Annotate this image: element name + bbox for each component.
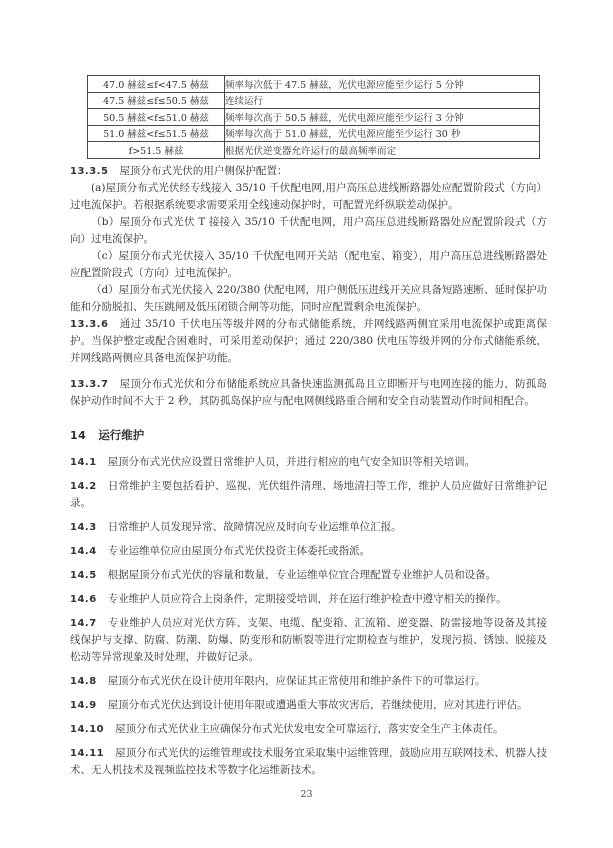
clause-14-7 bbox=[70, 615, 547, 666]
clause-number: 13.3.5 bbox=[70, 165, 109, 177]
clause-number: 13.3.7 bbox=[70, 378, 109, 390]
page-number: 23 bbox=[300, 789, 313, 800]
clause-14-2 bbox=[70, 478, 547, 512]
section-number: 14 bbox=[70, 428, 87, 442]
clause-13-3-5-item-a bbox=[70, 180, 547, 214]
requirement-cell: 频率每次高于 50.5 赫兹，光伏电源应能至少运行 3 分钟 bbox=[225, 109, 540, 126]
clause-13-3-5-item-c bbox=[70, 248, 547, 282]
frequency-range-cell: 47.0 赫兹≤f<47.5 赫兹 bbox=[88, 76, 225, 93]
table-row bbox=[88, 125, 540, 142]
clause-number: 14.2 bbox=[70, 480, 97, 492]
clause-text: 通过 35/10 千伏电压等级并网的分布式储能系统，并网线路两侧宜采用电流保护或距离保护。当保护整定或配合困难时，可采用差动保护；通过 220/380 伏电压等级并网的分布式储能系统，并网线路两侧应具备电流保护功能。 bbox=[70, 317, 547, 364]
clause-14-1 bbox=[70, 454, 547, 471]
clause-text: 日常维护人员发现异常、故障情况应及时向专业运维单位汇报。 bbox=[107, 520, 402, 533]
clause-text: （d）屋顶分布式光伏接入 220/380 伏配电网，用户侧低压进线开关应具备短路速断、延时保护功能和分励脱扣、失压跳闸及低压闭锁合闸等功能，同时应配置剩余电流保护。 bbox=[70, 283, 548, 313]
clause-text: (a)屋顶分布式光伏经专线接入 35/10 千伏配电网,用户高压总进线断路器处应配置阶段式（方向）过电流保护。若根据系统要求需要采用全线速动保护时，可配置光纤纵联差动保护。 bbox=[70, 181, 547, 211]
table-row bbox=[88, 142, 540, 159]
clause-13-3-7 bbox=[70, 376, 547, 410]
clause-text: 屋顶分布式光伏应设置日常维护人员，并进行相应的电气安全知识等相关培训。 bbox=[107, 455, 476, 468]
section-13-3-clauses bbox=[70, 163, 547, 410]
clause-14-11 bbox=[70, 745, 547, 779]
section-14-heading bbox=[70, 427, 547, 443]
clause-text: （c）屋顶分布式光伏接入 35/10 千伏配电网开关站（配电室、箱变），用户高压总进线断路器处应配置阶段式（方向）过电流保护。 bbox=[70, 249, 547, 279]
section-title: 运行维护 bbox=[98, 427, 145, 442]
clause-text: 日常维护主要包括看护、巡视、光伏组件清理、场地清扫等工作，维护人员应做好日常维护记录。 bbox=[70, 479, 547, 509]
requirement-cell: 根据光伏逆变器允许运行的最高频率而定 bbox=[225, 142, 540, 159]
clause-14-10 bbox=[70, 721, 547, 738]
clause-text: 专业运维单位应由屋顶分布式光伏投资主体委托或指派。 bbox=[107, 544, 371, 557]
clause-text: 专业维护人员应对光伏方阵、支架、电缆、配变箱、汇流箱、逆变器、防雷接地等设备及其接线保护与支撑、防腐、防潮、防爆、防变形和防断裂等进行定期检查与维护，发现污损、锈蚀、脱接及松动等异常现象及时处理，并做好记录。 bbox=[70, 616, 547, 663]
frequency-range-cell: f>51.5 赫兹 bbox=[88, 142, 225, 159]
clause-14-8 bbox=[70, 673, 547, 690]
clause-13-3-6 bbox=[70, 316, 547, 367]
clause-text: 专业维护人员应符合上岗条件，定期接受培训，并在运行维护检查中遵守相关的操作。 bbox=[107, 592, 507, 605]
clause-text: 屋顶分布式光伏达到设计使用年限或遭遇重大事故灾害后，若继续使用，应对其进行评估。 bbox=[107, 698, 528, 711]
clause-number: 13.3.6 bbox=[70, 318, 109, 330]
clause-number: 14.8 bbox=[70, 675, 97, 687]
clause-14-4 bbox=[70, 543, 547, 560]
clause-13-3-5-item-b bbox=[70, 214, 547, 248]
frequency-range-cell: 50.5 赫兹<f≤51.0 赫兹 bbox=[88, 109, 225, 126]
frequency-response-table bbox=[87, 75, 540, 159]
table-row bbox=[88, 76, 540, 93]
frequency-range-cell: 51.0 赫兹<f≤51.5 赫兹 bbox=[88, 125, 225, 142]
clause-13-3-5 bbox=[70, 163, 547, 180]
requirement-cell: 频率每次低于 47.5 赫兹，光伏电源应能至少运行 5 分钟 bbox=[225, 76, 540, 93]
clause-number: 14.3 bbox=[70, 521, 97, 533]
table-row bbox=[88, 109, 540, 126]
frequency-range-cell: 47.5 赫兹≤f≤50.5 赫兹 bbox=[88, 92, 225, 109]
clause-text: （b）屋顶分布式光伏 T 接接入 35/10 千伏配电网，用户高压总进线断路器处应配置阶段式（方向）过电流保护。 bbox=[70, 215, 547, 245]
clause-text: 屋顶分布式光伏业主应确保分布式光伏发电安全可靠运行，落实安全生产主体责任。 bbox=[115, 722, 504, 735]
requirement-cell: 连续运行 bbox=[225, 92, 540, 109]
clause-text: 屋顶分布式光伏的运维管理或技术服务宜采取集中运维管理，鼓励应用互联网技术、机器人技术、无人机技术及视频监控技术等数字化运维新技术。 bbox=[70, 746, 547, 776]
table-row bbox=[88, 92, 540, 109]
clause-number: 14.11 bbox=[70, 747, 105, 759]
clause-number: 14.4 bbox=[70, 545, 97, 557]
clause-13-3-5-item-d bbox=[70, 282, 547, 316]
clause-number: 14.1 bbox=[70, 456, 97, 468]
clause-number: 14.5 bbox=[70, 569, 97, 581]
clause-14-9 bbox=[70, 697, 547, 714]
clause-number: 14.10 bbox=[70, 723, 105, 735]
clause-text: 屋顶分布式光伏的用户侧保护配置： bbox=[119, 164, 288, 177]
section-14-clauses bbox=[70, 454, 547, 779]
clause-number: 14.9 bbox=[70, 699, 97, 711]
clause-text: 屋顶分布式光伏在设计使用年限内，应保证其正常使用和维护条件下的可靠运行。 bbox=[107, 674, 486, 687]
clause-number: 14.6 bbox=[70, 593, 97, 605]
clause-14-3 bbox=[70, 519, 547, 536]
clause-text: 屋顶分布式光伏和分布储能系统应具备快速监测孤岛且立即断开与电网连接的能力，防孤岛保护动作时间不大于 2 秒，其防孤岛保护应与配电网侧线路重合闸和安全自动装置动作时间相配合。 bbox=[70, 377, 547, 407]
clause-text: 根据屋顶分布式光伏的容量和数量，专业运维单位宜合理配置专业维护人员和设备。 bbox=[107, 568, 497, 581]
clause-14-5 bbox=[70, 567, 547, 584]
clause-number: 14.7 bbox=[70, 617, 97, 629]
requirement-cell: 频率每次高于 51.0 赫兹，光伏电源应能至少运行 30 秒 bbox=[225, 125, 540, 142]
clause-14-6 bbox=[70, 591, 547, 608]
